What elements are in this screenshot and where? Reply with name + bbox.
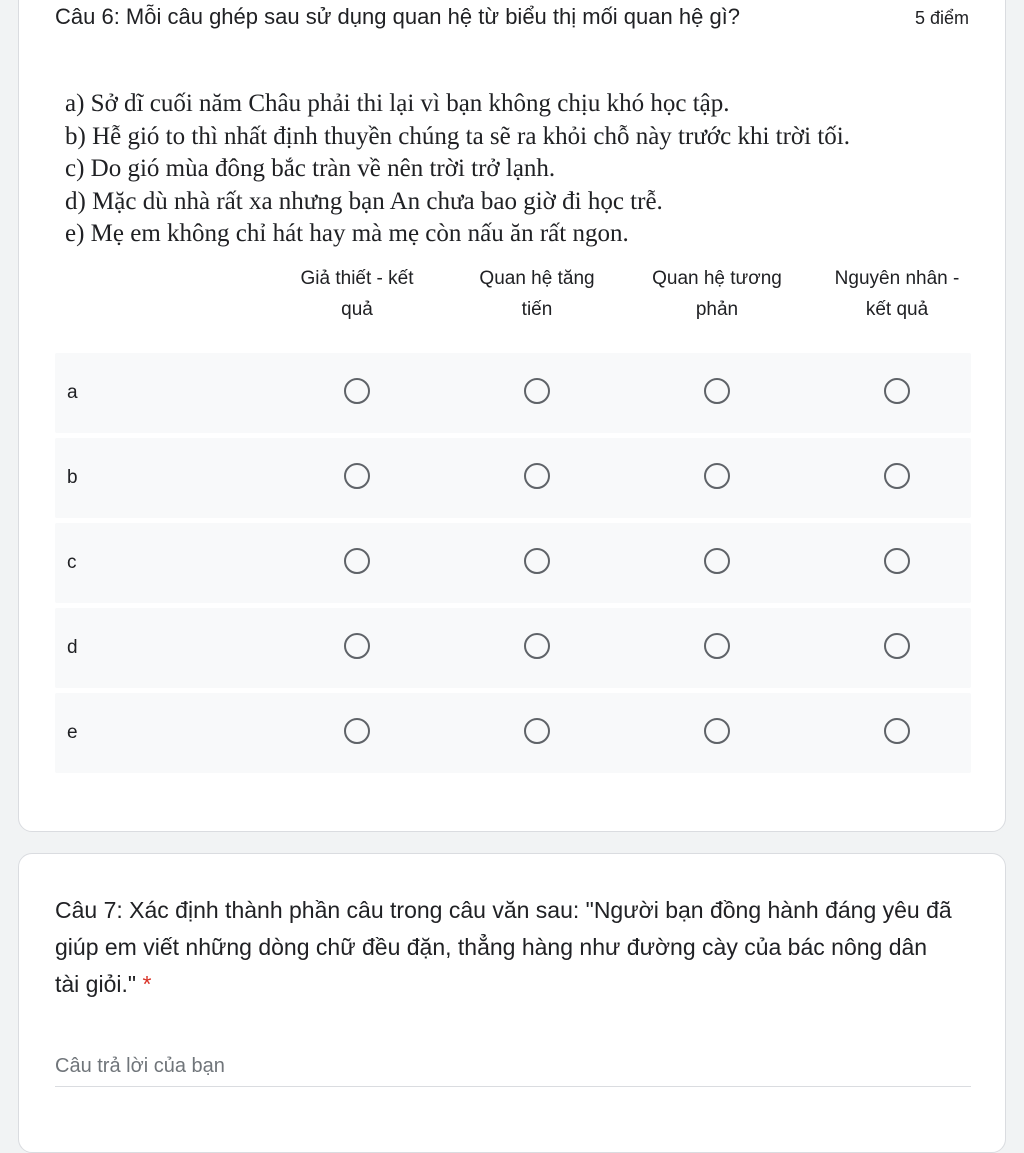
column-header-line: quả [341, 299, 373, 320]
radio-d-nguyen-nhan[interactable] [884, 633, 910, 659]
sentence-b: b) Hễ gió to thì nhất định thuyền chúng ta sẽ ra khỏi chỗ này trước khi trời tối. [65, 122, 850, 150]
radio-a-tuong-phan[interactable] [704, 378, 730, 404]
radio-c-tang-tien[interactable] [524, 548, 550, 574]
grid-column-headers [55, 263, 971, 327]
row-label: a [67, 382, 78, 403]
sentence-e: e) Mẹ em không chỉ hát hay mà mẹ còn nấu ăn rất ngon. [65, 220, 629, 248]
radio-b-tang-tien[interactable] [524, 463, 550, 489]
radio-e-tuong-phan[interactable] [704, 718, 730, 744]
radio-d-gia-thiet[interactable] [344, 633, 370, 659]
radio-e-nguyen-nhan[interactable] [884, 718, 910, 744]
column-header-gia-thiet [267, 263, 447, 325]
radio-a-gia-thiet[interactable] [344, 378, 370, 404]
row-label: e [67, 722, 78, 743]
radio-c-tuong-phan[interactable] [704, 548, 730, 574]
required-star: * [142, 971, 152, 997]
question-7-card [18, 853, 1006, 1153]
radio-c-nguyen-nhan[interactable] [884, 548, 910, 574]
radio-b-nguyen-nhan[interactable] [884, 463, 910, 489]
sentence-d: d) Mặc dù nhà rất xa nhưng bạn An chưa bao giờ đi học trễ. [65, 187, 663, 215]
column-header-line: tiến [521, 299, 553, 320]
radio-a-nguyen-nhan[interactable] [884, 378, 910, 404]
column-header-nguyen-nhan [807, 263, 987, 325]
grid-row-a [55, 353, 971, 433]
question-7-title [55, 892, 955, 1003]
column-header-line: Nguyên nhân - [834, 268, 960, 289]
sentence-c: c) Do gió mùa đông bắc tràn về nên trời trở lạnh. [65, 155, 556, 183]
row-label: c [67, 552, 77, 573]
row-label: d [67, 637, 78, 658]
grid-row-c [55, 523, 971, 603]
answer-input[interactable] [55, 1047, 971, 1087]
question-7-text: Câu 7: Xác định thành phần câu trong câu văn sau: "Người bạn đồng hành đáng yêu đã giúp em viết những dòng chữ đều đặn, thẳng hàng như đường cày của bác nông dân tài giỏi." [55, 897, 952, 997]
column-header-line: Giả thiết - kết [300, 268, 414, 289]
radio-d-tuong-phan[interactable] [704, 633, 730, 659]
column-header-line: Quan hệ tương [652, 268, 782, 289]
grid-row-d [55, 608, 971, 688]
column-header-tang-tien [447, 263, 627, 325]
radio-b-tuong-phan[interactable] [704, 463, 730, 489]
question-6-points: 5 điểm [914, 8, 969, 28]
radio-b-gia-thiet[interactable] [344, 463, 370, 489]
radio-e-gia-thiet[interactable] [344, 718, 370, 744]
question-6-sentences [65, 88, 985, 251]
radio-d-tang-tien[interactable] [524, 633, 550, 659]
question-6-title: Câu 6: Mỗi câu ghép sau sử dụng quan hệ từ biểu thị mối quan hệ gì? [55, 4, 741, 29]
column-header-tuong-phan [627, 263, 807, 325]
column-header-line: phản [695, 299, 739, 320]
grid-row-e [55, 693, 971, 773]
question-6-card [18, 0, 1006, 832]
row-label: b [67, 467, 78, 488]
grid-row-b [55, 438, 971, 518]
column-header-line: kết quả [865, 299, 929, 320]
radio-c-gia-thiet[interactable] [344, 548, 370, 574]
radio-a-tang-tien[interactable] [524, 378, 550, 404]
column-header-line: Quan hệ tăng [479, 268, 595, 289]
radio-e-tang-tien[interactable] [524, 718, 550, 744]
sentence-a: a) Sở dĩ cuối năm Châu phải thi lại vì bạn không chịu khó học tập. [65, 90, 730, 117]
